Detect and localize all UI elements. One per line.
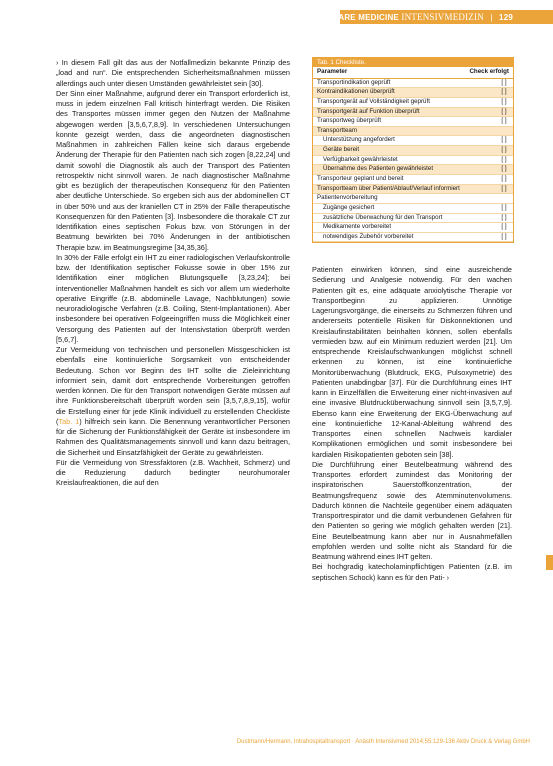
checklist-checkbox[interactable]: [ ] [501, 136, 507, 144]
checklist-row [313, 214, 513, 224]
table-reference-link[interactable]: Tab. 1 [58, 416, 80, 426]
checklist-row-label: Transportweg überprüft [317, 117, 382, 125]
checklist-row-label: Verfügbarkeit gewährleistet [323, 155, 398, 163]
checklist-row [313, 146, 513, 156]
checklist-checkbox[interactable]: [ ] [501, 213, 507, 221]
checklist-row-label: Zugänge gesichert [323, 203, 375, 211]
checklist-checkbox[interactable]: [ ] [501, 88, 507, 96]
checklist-row [313, 79, 513, 89]
checklist-checkbox[interactable]: [ ] [501, 107, 507, 115]
checklist-row-label: Transportindikation geprüft [317, 78, 391, 86]
paragraph: Für die Vermeidung von Stressfaktoren (z.B. Wachheit, Schmerz) und die Reduzierung dadurch bedingter neurohumoraler Kreislaufreaktionen, die auf den [56, 457, 290, 488]
checklist-checkbox[interactable]: [ ] [501, 97, 507, 105]
column-header-parameter: Parameter [317, 68, 348, 75]
running-header [0, 10, 553, 24]
checklist-row-label: Geräte bereit [323, 146, 360, 154]
header-section-de: INTENSIVMEDIZIN [401, 12, 484, 22]
checklist-row [313, 156, 513, 166]
header-section-en: INTENSIVE CARE MEDICINE [285, 13, 399, 22]
checklist-row-label: Patientenvorbereitung [317, 194, 378, 202]
checklist-row-label: notwendiges Zubehör vorbereitet [323, 232, 414, 240]
checklist-checkbox[interactable]: [ ] [501, 146, 507, 154]
checklist-row [313, 233, 513, 243]
left-text-column [56, 58, 290, 489]
checklist-row [313, 136, 513, 146]
paragraph-text: ) hilfreich sein kann. Die Benennung verantwortlicher Personen für die Sicherung der Funktionsfähigkeit der Geräte ist insbesondere im Rahmen des Qualitätsmanagements sinnvoll und kann dazu beitragen, die Sicherheit und Einsatzfähigkeit der Geräte zu gewährleisten. [56, 416, 290, 457]
margin-tab-marker [546, 555, 553, 570]
checklist-row [313, 98, 513, 108]
paragraph: Der Sinn einer Maßnahme, aufgrund derer ein Transport erforderlich ist, muss in jedem einzelnen Fall kritisch hinterfragt werden. Die Risiken des Transportes müssen immer gegen den Nutzen der Maßnahme abgewogen werden [3,5,6,7,8,9]. In verschiedenen Untersuchungen konnte gezeigt werden, dass die angeordneten diagnostischen Maßnahmen in zahlreichen Fällen keine sich daraus ergebende Änderung der Therapie für den Patienten nach sich zogen [8,22,24] und damit sowohl die Diagnostik als auch der Transport des Patienten retrospektiv nicht sinnvoll waren. Je nach diagnostischer Maßnahme gibt es bezüglich der therapeutischen Konsequenz für den Patienten aber deutliche Unterschiede. So ergeben sich aus der abdominellen CT in über 50% und aus der kraniellen CT in 25% der Fälle therapeutische Konsequenzen für den Patienten [3]. Insbesondere die thorakale CT zur Identifikation eines septischen Fokus bzw. von Störungen in der Beatmung bewirkten bei 70% Änderungen in der antibiotischen Therapie bzw. im Beatmungsregime [34,35,36]. [56, 88, 290, 252]
checklist-row [313, 108, 513, 118]
checklist-rows [313, 79, 513, 243]
paragraph: Patienten einwirken können, sind eine ausreichende Sedierung und Analgesie notwendig. Für den wachen Patienten gilt es, eine adäquate anxiolytische Therapie vor Transportbeginn zu applizieren. Unnötige Lagerungsvorgänge, die einerseits zu Schmerzen führen und andererseits potentielle Risiken für Diskonnektionen und Kreislaufinstabilitäten beinhalten können, sollen ebenfalls vermieden bzw. auf ein Minimum reduziert werden [21]. Um entsprechende Kreislaufschwankungen möglichst schnell erkennen zu können, ist eine kontinuierliche Monitorüberwachung (Blutdruck, EKG, Pulsoxymetrie) des Patienten unabdingbar [37]. Für die Durchführung eines IHT kann in Einzelfällen die Erweiterung einer nicht-invasiven auf eine invasive Blutdrucküberwachung sinnvoll sein [3,5,7,9]. Ebenso kann eine Erweiterung der EKG-Überwachung auf eine kontinuierliche 12-Kanal-Ableitung während des Transportes einen schnellen Nachweis kardialer Komplikationen ermöglichen und somit insbesondere bei kardialen Risikopatienten geboten sein [38]. [312, 265, 512, 459]
checklist-row-label: Transportteam über Patient/Ablauf/Verlauf informiert [317, 184, 460, 192]
checklist-checkbox[interactable]: [ ] [501, 117, 507, 125]
checklist-row [313, 185, 513, 195]
checklist-checkbox[interactable]: [ ] [501, 203, 507, 211]
paragraph: In 30% der Fälle erfolgt ein IHT zu einer radiologischen Verlaufskontrolle bzw. der Identifikation septischer Fokusse sowie in über 15% zur Identifikation einer möglichen Blutungsquelle [3,23,24]; bei interventioneller Maßnahmen handelt es sich vor allem um wiederholte operative Eingriffe (z.B. abdominelle Lavage, Nachblutungen) sowie neuroradiologische Verfahren (z.B. Coiling, Stent-Implantationen). Aber insbesondere bei operativen Folgeeingriffen muss die Möglichkeit einer Versorgung des Patienten auf der Intensivstation überprüft werden [5,6,7]. [56, 252, 290, 344]
paragraph: Die Durchführung einer Beutelbeatmung während des Transportes erfordert zumindest das Monitoring der inspiratorischen Sauerstoffkonzentration, der Beatmungsfrequenz sowie des Atemminutenvolumens. Dadurch können die Nachteile gegenüber einem adäquaten Transportrespirator und die damit verbundenen Gefahren für den Patienten so gering wie möglich gehalten werden [21]. Eine Beutelbeatmung kann aber nur in Ausnahmefällen empfohlen werden und sollte nicht als Standard für die Beatmung während eines IHT gelten. [312, 459, 512, 561]
checklist-row-label: Medikamente vorbereitet [323, 223, 392, 231]
checklist-row [313, 117, 513, 127]
paragraph-text: Zur Vermeidung von technischen und personellen Missgeschicken ist ebenfalls eine kontinuierliche Sorgsamkeit von entscheidender Bedeutung. Schon vor Beginn des IHT sollte die Zieleinrichtung informiert sein, damit dort entsprechende Vorbereitungen getroffen werden können. Die für den Transport notwendigen Geräte müssen auf ihre Funktionsbereitschaft überprüft worden sein [3,5,7,8,9,15], wofür die Erstellung einer für jede Klinik individuell zu erstellenden Checkliste ( [56, 345, 290, 426]
header-text [286, 11, 513, 24]
checklist-row-label: Transportgerät auf Funktion überprüft [317, 107, 420, 115]
checklist-row [313, 223, 513, 233]
checklist-row-label: Übernahme des Patienten gewährleistet [323, 165, 434, 173]
checklist-row [313, 165, 513, 175]
checklist-row-label: Kontraindikationen überprüft [317, 88, 395, 96]
checklist-row [313, 175, 513, 185]
page-footer: Dustmann/Hermann. Intrahospitaltransport · Anästh Intensivmed 2014;55:129-136 Aktiv Druck & Verlag GmbH [236, 739, 530, 745]
checklist-row-label: Transporteur geplant und bereit [317, 175, 404, 183]
checklist-row-label: Unterstützung angefordert [323, 136, 395, 144]
checklist-checkbox[interactable]: [ ] [501, 175, 507, 183]
checklist-checkbox[interactable]: [ ] [501, 232, 507, 240]
paragraph: Bei hochgradig katecholaminpflichtigen Patienten (z.B. im septischen Schock) kann es für den Pati- › [312, 562, 512, 582]
checklist-checkbox[interactable]: [ ] [501, 78, 507, 86]
paragraph: › In diesem Fall gilt das aus der Notfallmedizin bekannte Prinzip des „load and run“. Die entsprechenden Sicherheitsmaßnahmen müssen allerdings auch unter diesen Umständen gewährleistet sein [30]. [56, 58, 290, 88]
checklist-header-row [313, 67, 513, 79]
checklist-row [313, 88, 513, 98]
checklist-title: Tab. 1 Checkliste. [313, 58, 513, 67]
column-header-check: Check erfolgt [469, 68, 509, 75]
checklist-checkbox[interactable]: [ ] [501, 184, 507, 192]
checklist-row [313, 194, 513, 204]
paragraph [56, 345, 290, 458]
checklist-row-label: zusätzliche Überwachung für den Transport [323, 213, 443, 221]
checklist-row-label: Transportgerät auf Vollständigkeit geprüft [317, 97, 430, 105]
page-number: 129 [499, 13, 513, 22]
checklist-row [313, 127, 513, 137]
checklist-table [312, 57, 514, 243]
checklist-checkbox[interactable]: [ ] [501, 223, 507, 231]
header-separator: | [490, 13, 493, 22]
checklist-row-label: Transportteam [317, 126, 358, 134]
checklist-checkbox[interactable]: [ ] [501, 165, 507, 173]
right-text-column [312, 265, 512, 583]
checklist-row [313, 204, 513, 214]
checklist-checkbox[interactable]: [ ] [501, 155, 507, 163]
